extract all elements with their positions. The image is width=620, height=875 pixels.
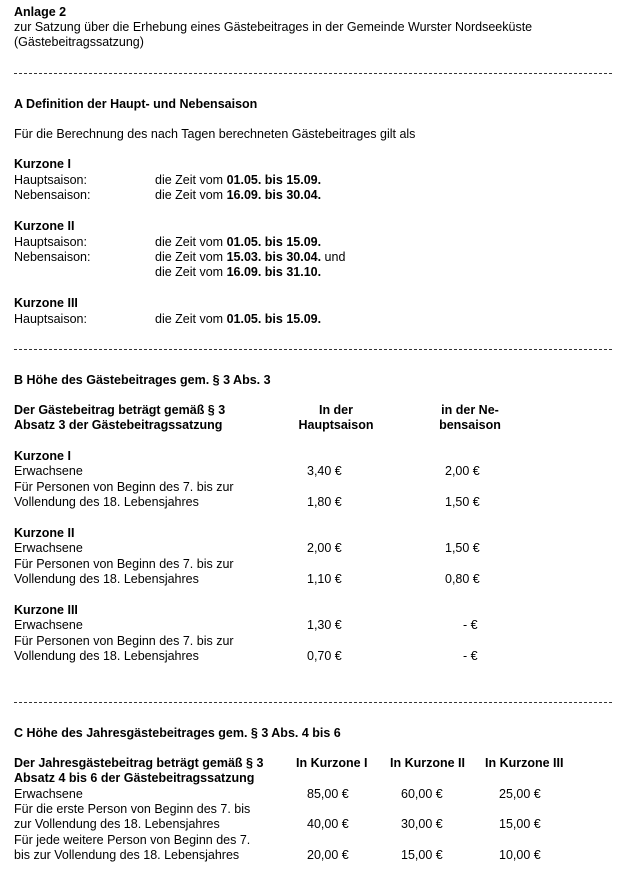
section-a-zone2-haupt-label: Hauptsaison:: [14, 235, 87, 249]
document-subtitle-short: (Gästebeitragssatzung): [14, 35, 144, 49]
section-c-col-zone3: In Kurzone III: [485, 756, 564, 770]
section-c-heading: C Höhe des Jahresgästebeitrages gem. § 3 Abs. 4 bis 6: [14, 726, 341, 740]
section-b-child-label: Für Personen von Beginn des 7. bis zur: [14, 634, 234, 648]
section-b-col-desc: Absatz 3 der Gästebeitragssatzung: [14, 418, 223, 432]
section-c-value-zone1: 85,00 €: [307, 787, 349, 801]
section-a-zone2-neben-period1: die Zeit vom 15.03. bis 30.04. und: [155, 250, 346, 264]
section-b-adult-label: Erwachsene: [14, 464, 83, 478]
section-a-heading: A Definition der Haupt- und Nebensaison: [14, 97, 258, 111]
section-a-zone2-title: Kurzone II: [14, 219, 75, 233]
divider: [14, 73, 612, 74]
section-b-adult-haupt: 1,30 €: [307, 618, 342, 632]
section-c-value-zone3: 15,00 €: [499, 817, 541, 831]
section-b-col-haupt: Hauptsaison: [298, 418, 374, 432]
section-c-row-label: Erwachsene: [14, 787, 83, 801]
section-c-col-zone1: In Kurzone I: [296, 756, 368, 770]
section-b-adult-neben: - €: [463, 618, 478, 632]
section-b-col-haupt: In der: [318, 403, 354, 417]
section-b-child-haupt: 1,80 €: [307, 495, 342, 509]
divider: [14, 349, 612, 350]
section-a-zone1-neben-label: Nebensaison:: [14, 188, 91, 202]
section-b-zone-title: Kurzone I: [14, 449, 71, 463]
section-a-zone1-neben-period: die Zeit vom 16.09. bis 30.04.: [155, 188, 322, 202]
section-b-adult-label: Erwachsene: [14, 541, 83, 555]
section-c-value-zone1: 40,00 €: [307, 817, 349, 831]
section-a-intro: Für die Berechnung des nach Tagen berechneten Gästebeitrages gilt als: [14, 127, 416, 141]
section-c-row-label: bis zur Vollendung des 18. Lebensjahres: [14, 848, 240, 862]
document-title: Anlage 2: [14, 5, 67, 19]
section-c-col-desc: Absatz 4 bis 6 der Gästebeitragssatzung: [14, 771, 255, 785]
section-b-child-label: Vollendung des 18. Lebensjahres: [14, 495, 199, 509]
section-a-zone2-neben-period2: die Zeit vom 16.09. bis 31.10.: [155, 265, 322, 279]
section-a-zone1-haupt-period: die Zeit vom 01.05. bis 15.09.: [155, 173, 322, 187]
section-b-child-neben: 0,80 €: [445, 572, 480, 586]
section-b-col-desc: Der Gästebeitrag beträgt gemäß § 3: [14, 403, 226, 417]
section-b-adult-haupt: 3,40 €: [307, 464, 342, 478]
section-c-row-label: Für die erste Person von Beginn des 7. bis: [14, 802, 251, 816]
section-c-value-zone1: 20,00 €: [307, 848, 349, 862]
section-b-child-label: Für Personen von Beginn des 7. bis zur: [14, 557, 234, 571]
section-a-zone3-haupt-label: Hauptsaison:: [14, 312, 87, 326]
section-b-adult-neben: 1,50 €: [445, 541, 480, 555]
section-b-child-haupt: 1,10 €: [307, 572, 342, 586]
section-b-child-label: Für Personen von Beginn des 7. bis zur: [14, 480, 234, 494]
section-b-adult-haupt: 2,00 €: [307, 541, 342, 555]
section-c-col-zone2: In Kurzone II: [390, 756, 465, 770]
section-b-zone-title: Kurzone III: [14, 603, 78, 617]
section-c-value-zone3: 25,00 €: [499, 787, 541, 801]
section-c-value-zone2: 30,00 €: [401, 817, 443, 831]
section-a-zone1-haupt-label: Hauptsaison:: [14, 173, 87, 187]
section-b-child-neben: 1,50 €: [445, 495, 480, 509]
section-b-col-neben: bensaison: [439, 418, 501, 432]
section-a-zone2-neben-label: Nebensaison:: [14, 250, 91, 264]
section-a-zone3-haupt-period: die Zeit vom 01.05. bis 15.09.: [155, 312, 322, 326]
document-subtitle: zur Satzung über die Erhebung eines Gästebeitrages in der Gemeinde Wurster Nordseeküste: [14, 20, 533, 34]
section-b-adult-label: Erwachsene: [14, 618, 83, 632]
section-b-child-label: Vollendung des 18. Lebensjahres: [14, 649, 199, 663]
section-b-child-neben: - €: [463, 649, 478, 663]
section-b-col-neben: in der Ne-: [441, 403, 499, 417]
section-c-col-desc: Der Jahresgästebeitrag beträgt gemäß § 3: [14, 756, 264, 770]
section-a-zone3-title: Kurzone III: [14, 296, 78, 310]
section-b-zone-title: Kurzone II: [14, 526, 75, 540]
section-a-zone1-title: Kurzone I: [14, 157, 71, 171]
section-b-child-label: Vollendung des 18. Lebensjahres: [14, 572, 199, 586]
section-c-row-label: zur Vollendung des 18. Lebensjahres: [14, 817, 220, 831]
divider: [14, 702, 612, 703]
section-a-zone2-haupt-period: die Zeit vom 01.05. bis 15.09.: [155, 235, 322, 249]
section-b-child-haupt: 0,70 €: [307, 649, 342, 663]
section-c-value-zone2: 60,00 €: [401, 787, 443, 801]
section-c-row-label: Für jede weitere Person von Beginn des 7.: [14, 833, 251, 847]
section-b-heading: B Höhe des Gästebeitrages gem. § 3 Abs. 3: [14, 373, 271, 387]
section-b-adult-neben: 2,00 €: [445, 464, 480, 478]
section-c-value-zone2: 15,00 €: [401, 848, 443, 862]
section-c-value-zone3: 10,00 €: [499, 848, 541, 862]
